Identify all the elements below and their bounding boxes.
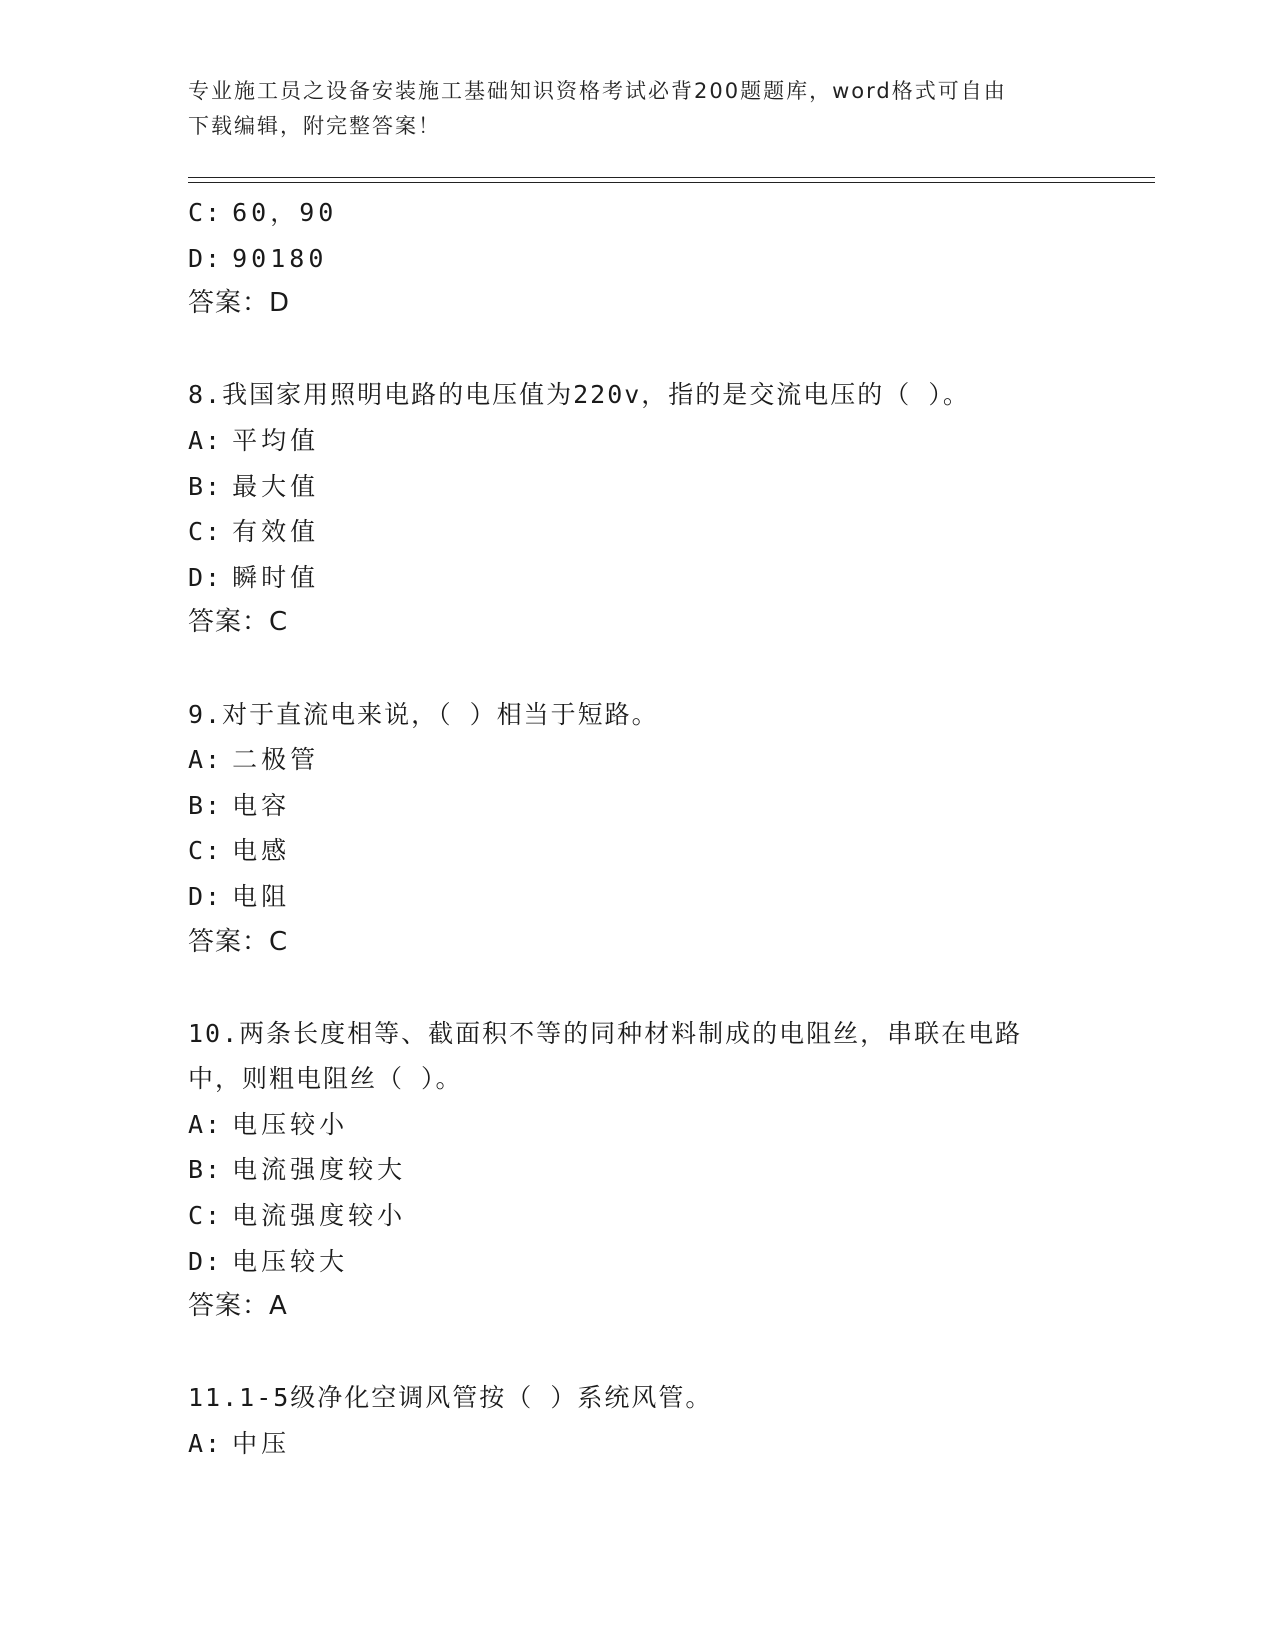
option-c	[188, 828, 1088, 874]
option-b	[188, 464, 1088, 510]
option-d	[188, 1239, 1088, 1285]
header-rule-top	[188, 177, 1155, 178]
option-text: 电流强度较小	[232, 1201, 407, 1231]
header-line-2: 下载编辑，附完整答案！	[188, 114, 441, 138]
option-text: 电容	[232, 790, 291, 820]
option-d	[188, 874, 1088, 920]
option-letter: A:	[188, 745, 223, 775]
option-text: 90180	[232, 243, 328, 273]
option-letter: B:	[188, 1155, 223, 1185]
option-text: 中压	[232, 1429, 291, 1459]
document-header	[188, 74, 1068, 144]
answer-line: 答案：A	[188, 1291, 288, 1322]
option-c	[188, 509, 1088, 555]
question-block-11	[188, 1375, 1088, 1466]
answer-line: 答案：D	[188, 288, 291, 319]
option-b	[188, 783, 1088, 829]
question-stem: 8.我国家用照明电路的电压值为220v，指的是交流电压的（ ）。	[188, 380, 970, 410]
option-letter: C:	[188, 198, 223, 227]
option-letter: D:	[188, 243, 223, 273]
option-letter: C:	[188, 1201, 223, 1231]
option-text: 有效值	[232, 517, 320, 547]
option-text: 60，90	[232, 198, 338, 227]
option-letter: B:	[188, 790, 223, 820]
option-c	[188, 1193, 1088, 1239]
option-a	[188, 1102, 1088, 1148]
option-d	[188, 555, 1088, 601]
option-letter: A:	[188, 1109, 223, 1139]
answer-line: 答案：C	[188, 607, 289, 638]
option-letter: A:	[188, 425, 223, 455]
option-text: 电流强度较大	[232, 1155, 407, 1185]
option-letter: B:	[188, 471, 223, 501]
option-letter: D:	[188, 881, 223, 911]
option-text: 电压较小	[232, 1109, 349, 1139]
question-block-9	[188, 692, 1088, 966]
option-d	[188, 236, 1088, 282]
option-a	[188, 418, 1088, 464]
option-c	[188, 190, 1088, 236]
option-a	[188, 737, 1088, 783]
header-line-1: 专业施工员之设备安装施工基础知识资格考试必背200题题库，word格式可自由	[188, 79, 1007, 103]
option-text: 平均值	[232, 425, 320, 455]
question-stem: 11.1-5级净化空调风管按（ ）系统风管。	[188, 1383, 713, 1413]
header-rule-bottom	[188, 182, 1155, 183]
option-letter: A:	[188, 1429, 223, 1459]
option-letter: D:	[188, 1246, 223, 1276]
option-text: 最大值	[232, 471, 320, 501]
option-text: 电感	[232, 836, 291, 866]
question-stem: 10.两条长度相等、截面积不等的同种材料制成的电阻丝，串联在电路	[188, 1018, 1023, 1048]
option-text: 瞬时值	[232, 562, 320, 592]
option-letter: D:	[188, 562, 223, 592]
option-text: 电压较大	[232, 1246, 349, 1276]
option-b	[188, 1147, 1088, 1193]
question-block-8	[188, 372, 1088, 646]
question-stem-continued: 中，则粗电阻丝（ ）。	[188, 1064, 463, 1094]
option-a	[188, 1421, 1088, 1467]
option-text: 二极管	[232, 745, 320, 775]
question-block-7	[188, 190, 1088, 327]
question-list	[188, 190, 1088, 1467]
option-letter: C:	[188, 836, 223, 866]
option-text: 电阻	[232, 881, 291, 911]
question-block-10	[188, 1011, 1088, 1330]
question-stem: 9.对于直流电来说，（ ）相当于短路。	[188, 699, 659, 729]
answer-line: 答案：C	[188, 926, 289, 957]
option-letter: C:	[188, 517, 223, 547]
